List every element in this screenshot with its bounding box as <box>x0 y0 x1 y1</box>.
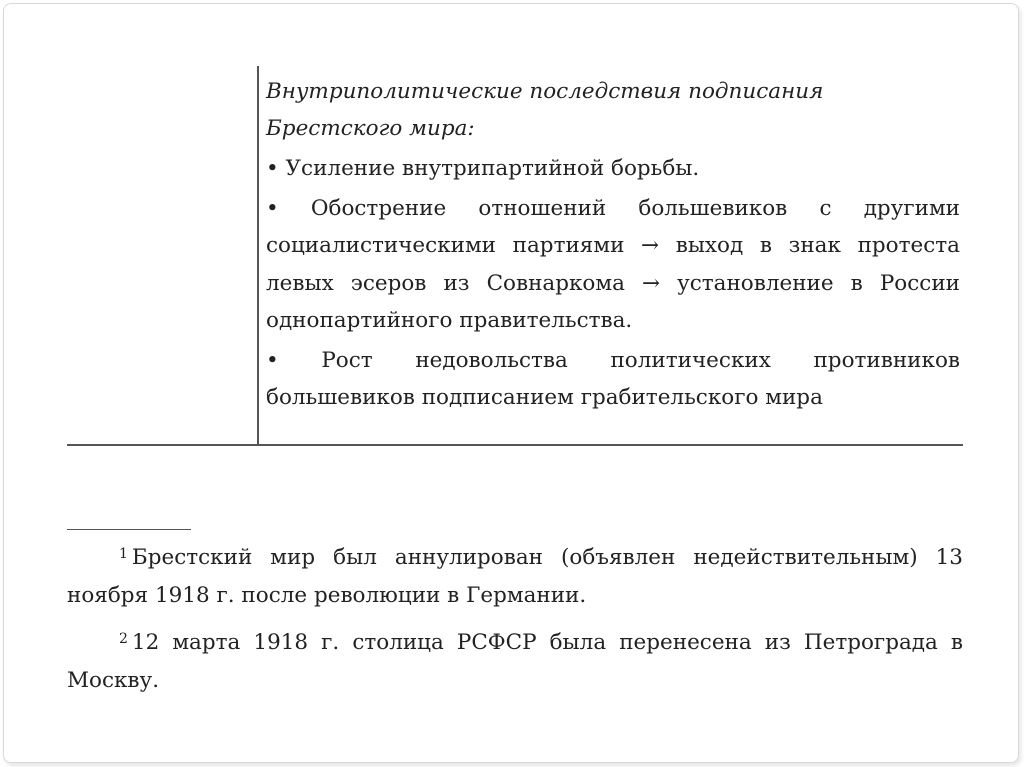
footnote <box>67 620 963 700</box>
list-item: • Рост недовольства политических противников большевиков подписанием грабительского мира <box>266 347 960 410</box>
footnote-separator <box>67 529 191 530</box>
list-item: • Обострение отношений большевиков с другими социалистическими партиями → выход в знак протеста левых эсеров из Совнаркома → установление в России однопартийного правительства. <box>266 195 960 333</box>
table-content-cell <box>266 73 960 419</box>
table-column-divider <box>257 66 259 444</box>
footnotes <box>67 535 963 705</box>
footnote-mark: 2 <box>119 631 128 647</box>
list-item: • Усиление внутрипартийной борьбы. <box>266 156 700 181</box>
table-heading: Внутриполитические последствия подписания Брестского мира: <box>266 79 824 141</box>
footnote-text: Брестский мир был аннулирован (объявлен недействительным) 13 ноября 1918 г. после революции в Германии. <box>67 545 963 608</box>
footnote-text: 12 марта 1918 г. столица РСФСР была перенесена из Петрограда в Москву. <box>67 630 963 693</box>
footnote-mark: 1 <box>119 546 128 562</box>
footnote <box>67 535 963 615</box>
consequences-table <box>67 66 963 446</box>
